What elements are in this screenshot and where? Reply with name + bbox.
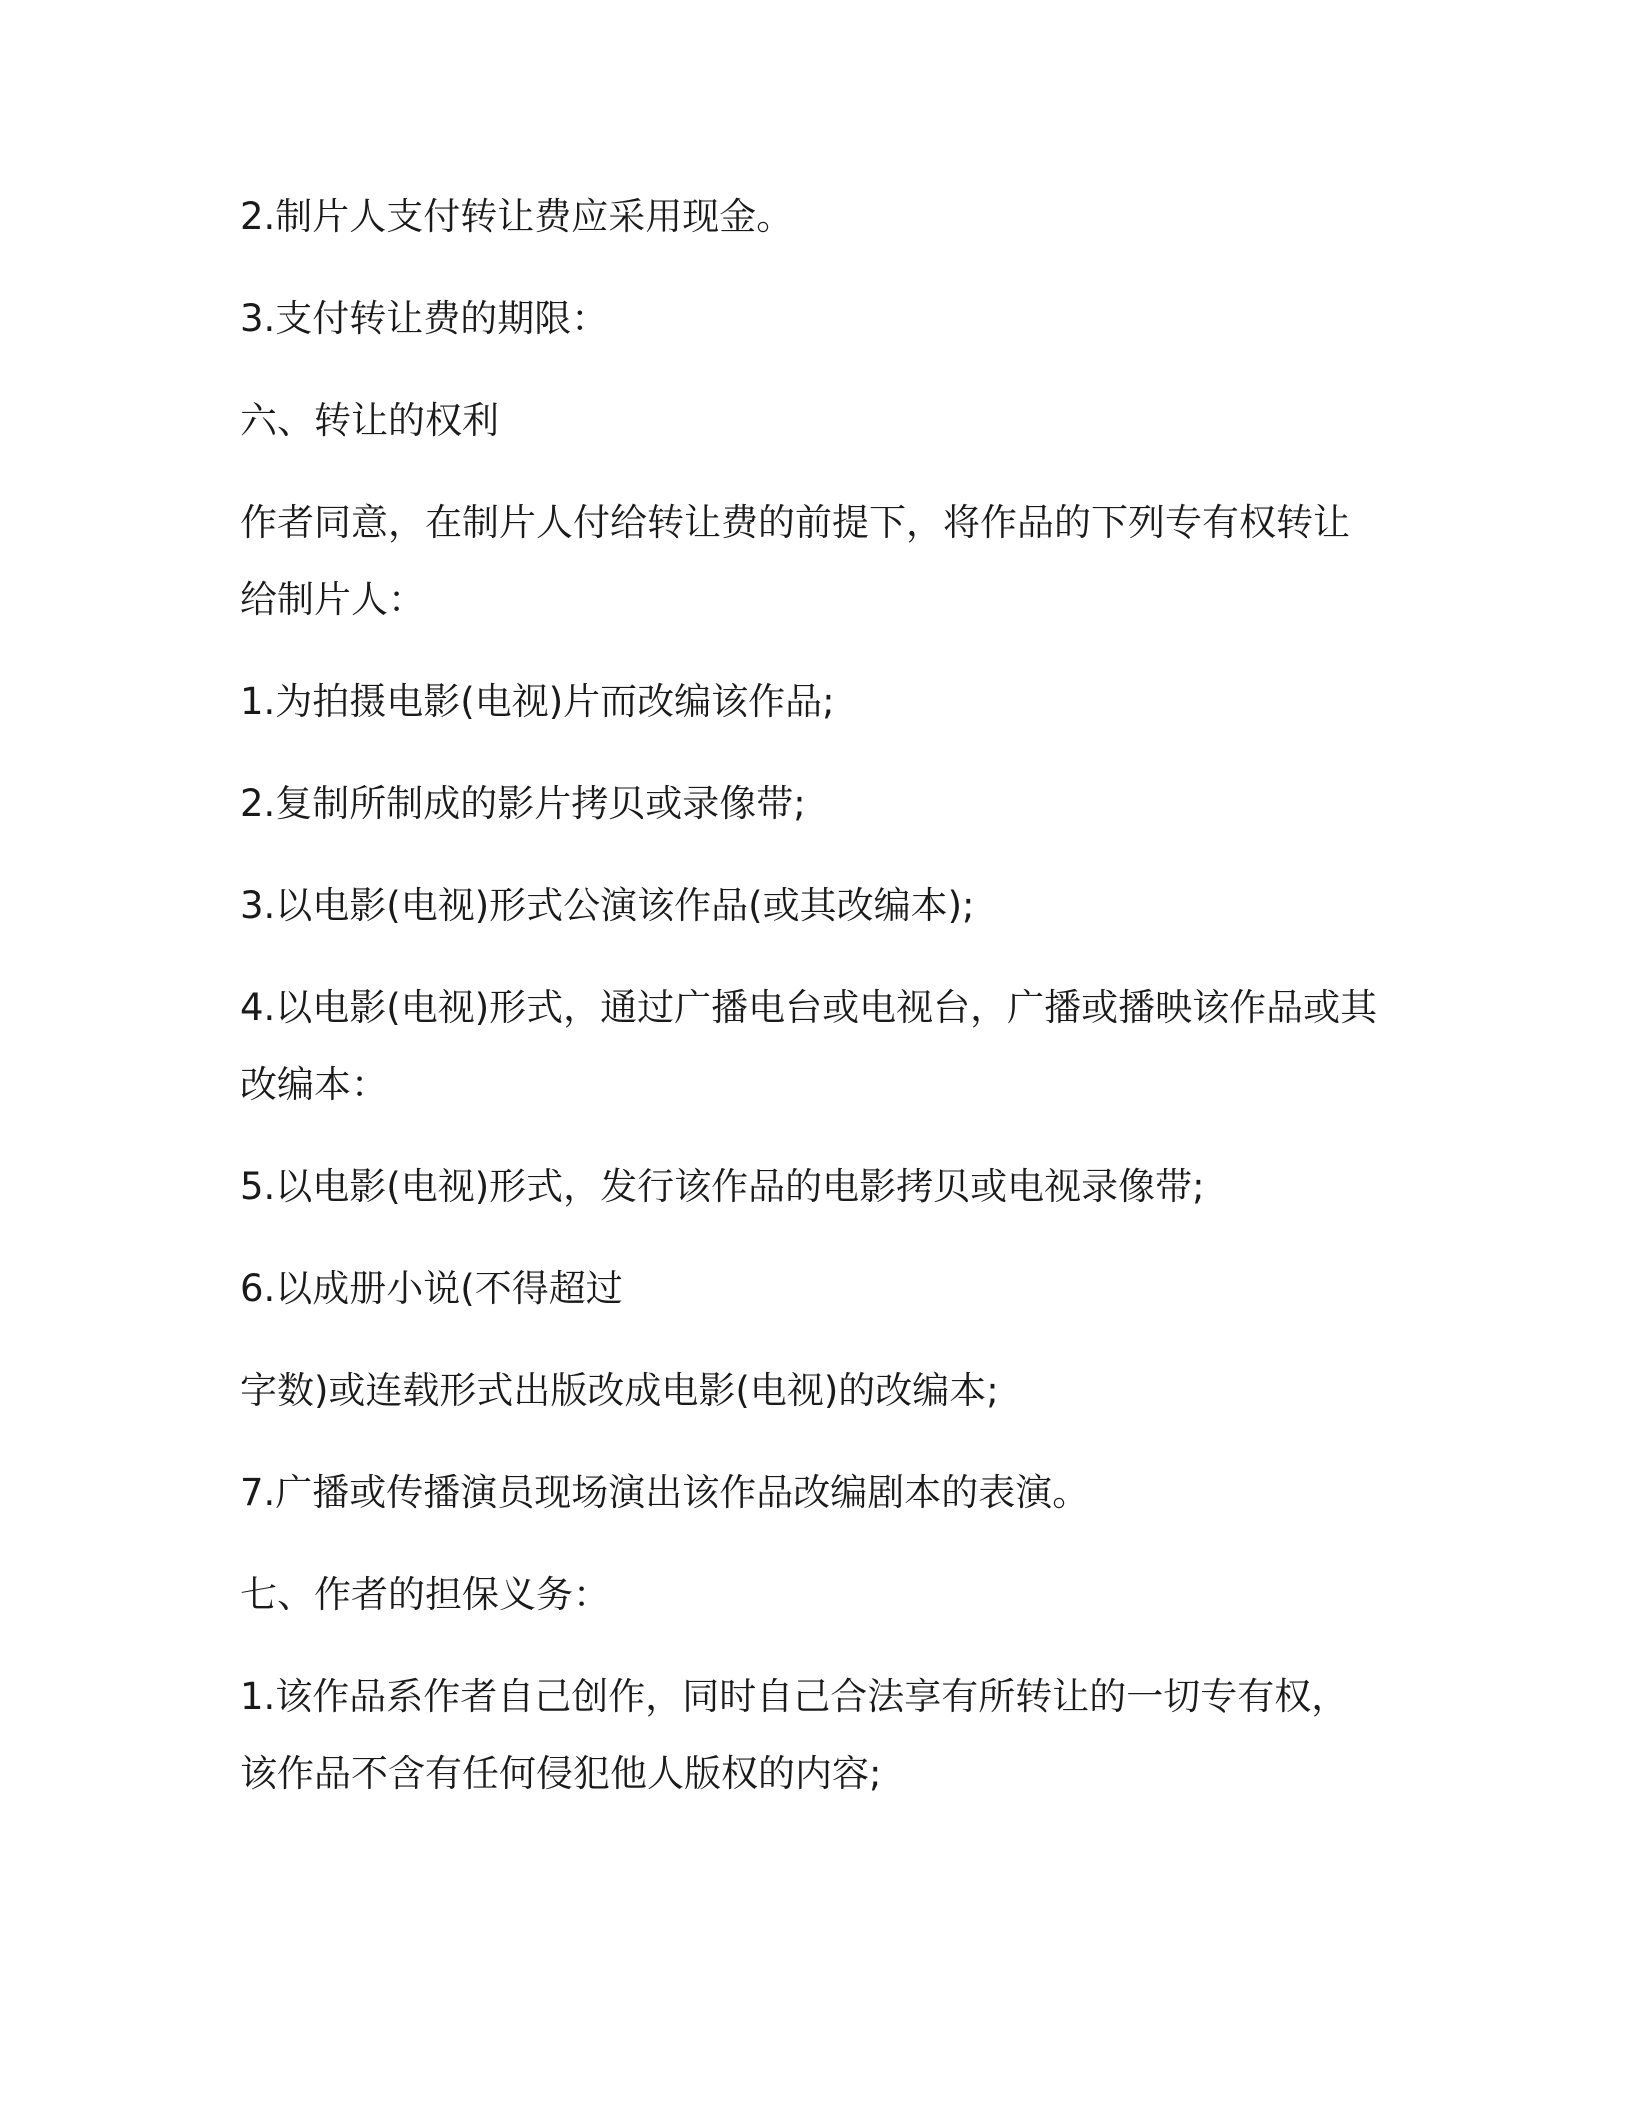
right-item-3: 3.以电影(电视)形式公演该作品(或其改编本); xyxy=(240,884,975,927)
right-item-5: 5.以电影(电视)形式，发行该作品的电影拷贝或电视录像带; xyxy=(240,1165,1205,1208)
right-item-6-line-1: 6.以成册小说(不得超过 xyxy=(240,1267,623,1310)
right-item-6-line-2: 字数)或连载形式出版改成电影(电视)的改编本; xyxy=(240,1369,999,1412)
section-heading-author-warranty: 七、作者的担保义务： xyxy=(240,1573,610,1616)
right-item-1: 1.为拍摄电影(电视)片而改编该作品; xyxy=(240,680,835,723)
right-item-4-line-2: 改编本： xyxy=(240,1063,388,1106)
right-item-7: 7.广播或传播演员现场演出该作品改编剧本的表演。 xyxy=(240,1471,1090,1514)
rights-intro-line-2: 给制片人： xyxy=(240,578,425,621)
warranty-item-1-line-1: 1.该作品系作者自己创作，同时自己合法享有所转让的一切专有权， xyxy=(240,1675,1349,1718)
rights-intro-line-1: 作者同意，在制片人付给转让费的前提下，将作品的下列专有权转让 xyxy=(240,501,1350,544)
right-item-2: 2.复制所制成的影片拷贝或录像带; xyxy=(240,782,806,825)
section-heading-transferred-rights: 六、转让的权利 xyxy=(240,399,499,442)
warranty-item-1-line-2: 该作品不含有任何侵犯他人版权的内容; xyxy=(240,1752,882,1795)
clause-payment-method: 2.制片人支付转让费应采用现金。 xyxy=(240,195,794,238)
clause-payment-deadline: 3.支付转让费的期限： xyxy=(240,297,609,340)
right-item-4-line-1: 4.以电影(电视)形式，通过广播电台或电视台，广播或播映该作品或其 xyxy=(240,986,1378,1029)
